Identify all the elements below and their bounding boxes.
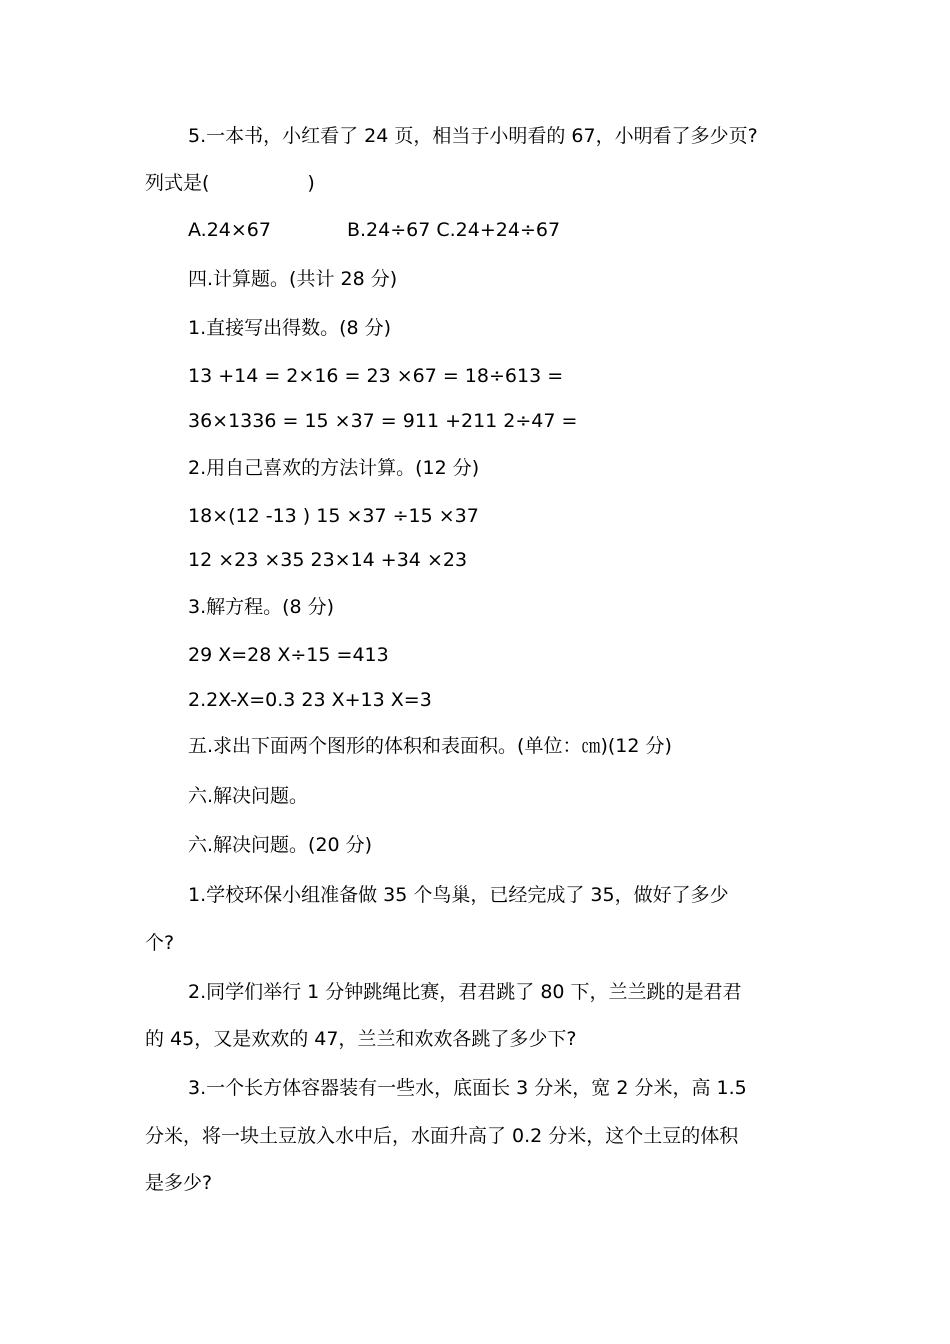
section-4-q1-title: 1.直接写出得数。(8 分) bbox=[188, 317, 392, 339]
question-5-text: 5.一本书，小红看了 24 页，相当于小明看的 67，小明看了多少页? bbox=[188, 125, 758, 147]
section-4-q2-row-2: 12 ×23 ×35 23×14 +34 ×23 bbox=[188, 549, 468, 571]
option-a: A.24×67 bbox=[188, 219, 271, 241]
section-6-q3-line-1: 3.一个长方体容器装有一些水，底面长 3 分米，宽 2 分米，高 1.5 bbox=[188, 1077, 747, 1099]
section-4-q2-title: 2.用自己喜欢的方法计算。(12 分) bbox=[188, 457, 480, 479]
section-5-title: 五.求出下面两个图形的体积和表面积。(单位：㎝)(12 分) bbox=[188, 735, 672, 757]
section-4-title: 四.计算题。(共计 28 分) bbox=[188, 268, 398, 290]
question-5-options bbox=[188, 218, 560, 242]
option-b-c: B.24÷67 C.24+24÷67 bbox=[346, 219, 561, 241]
section-6-q2-line-1: 2.同学们举行 1 分钟跳绳比赛，君君跳了 80 下，兰兰跳的是君君 bbox=[188, 981, 742, 1003]
section-6-q2-line-2: 的 45，又是欢欢的 47，兰兰和欢欢各跳了多少下? bbox=[145, 1028, 577, 1050]
section-6-q3-line-3: 是多少? bbox=[145, 1172, 213, 1194]
section-6-q3-line-2: 分米，将一块土豆放入水中后，水面升高了 0.2 分米，这个土豆的体积 bbox=[145, 1125, 739, 1147]
section-6-q1-line-1: 1.学校环保小组准备做 35 个鸟巢，已经完成了 35，做好了多少 bbox=[188, 884, 729, 906]
section-4-q1-row-2: 36×1336 = 15 ×37 = 911 +211 2÷47 = bbox=[188, 410, 578, 432]
formula-prefix: 列式是( bbox=[145, 172, 210, 194]
section-6-title-a: 六.解决问题。 bbox=[188, 785, 309, 807]
question-5-formula-line bbox=[145, 171, 315, 195]
section-4-q3-row-2: 2.2X-X=0.3 23 X+13 X=3 bbox=[188, 689, 432, 711]
section-6-q1-line-2: 个? bbox=[145, 932, 175, 954]
section-4-q3-title: 3.解方程。(8 分) bbox=[188, 596, 335, 618]
formula-suffix: ) bbox=[307, 172, 315, 194]
section-4-q2-row-1: 18×(12 -13 ) 15 ×37 ÷15 ×37 bbox=[188, 505, 479, 527]
section-4-q1-row-1: 13 +14 = 2×16 = 23 ×67 = 18÷613 = bbox=[188, 365, 564, 387]
section-6-title-b: 六.解决问题。(20 分) bbox=[188, 834, 373, 856]
section-4-q3-row-1: 29 X=28 X÷15 =413 bbox=[188, 644, 389, 666]
